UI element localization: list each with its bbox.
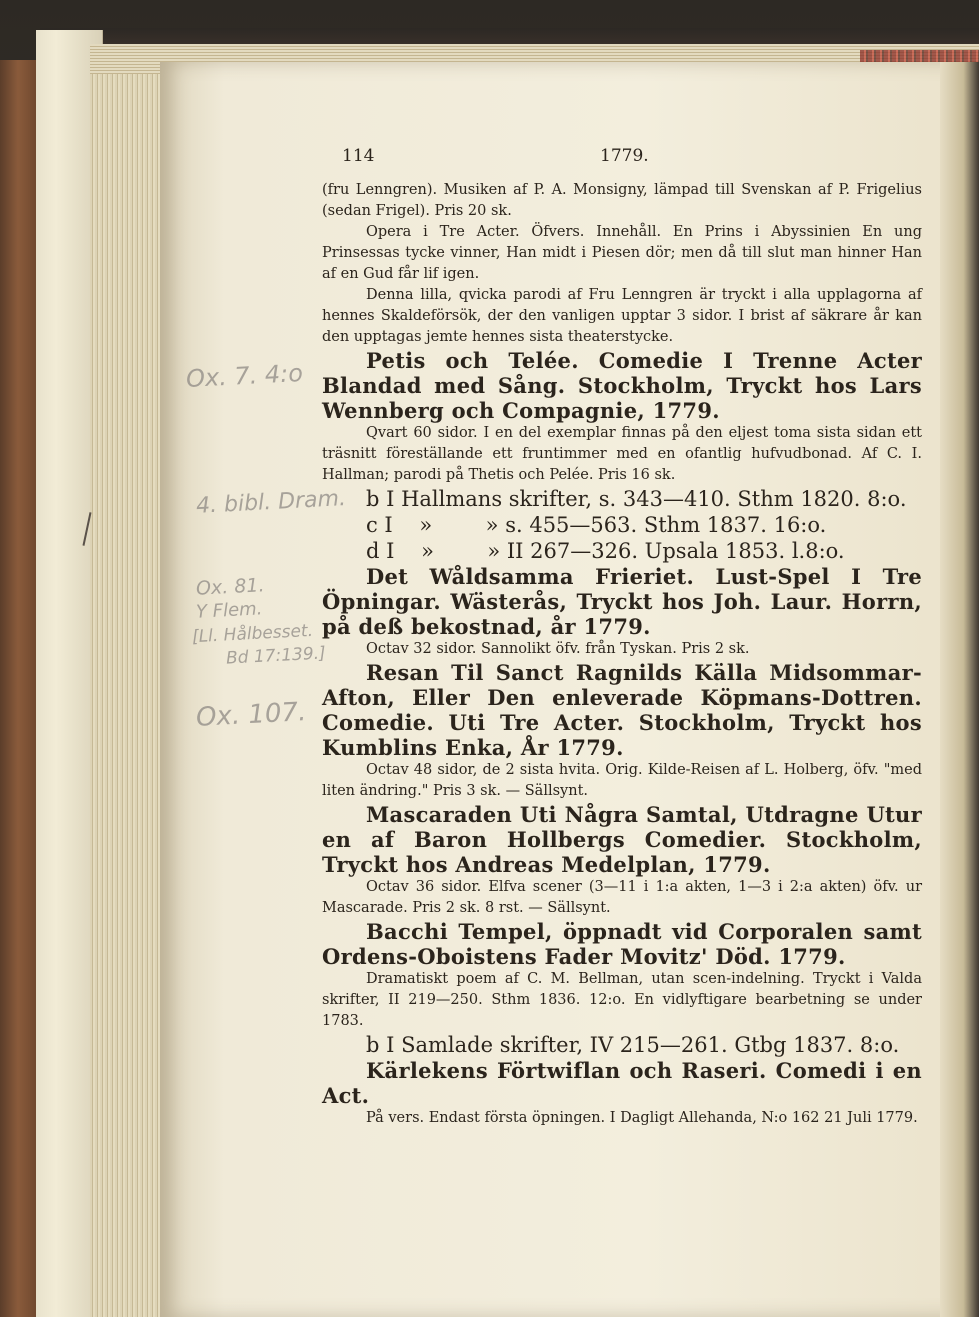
margin-note: Y Flem. xyxy=(195,598,263,623)
title-entry: Det Wåldsamma Frieriet. Lust-Spel I Tre Öpningar. Wästerås, Tryckt hos Joh. Laur. Horrn, på deß bekostnad, år 1779. xyxy=(322,564,922,639)
title-entry: Resan Til Sanct Ragnilds Källa Midsommar-Afton, Eller Den enleverade Köpmans-Dottren. Comedie. Uti Tre Acter. Stockholm, Tryckt hos Kumblins Enka, År 1779. xyxy=(322,660,922,760)
margin-note: Ox. 81. xyxy=(195,574,266,600)
page-number: 114 xyxy=(342,146,375,166)
running-head-year: 1779. xyxy=(600,146,649,166)
edition-line: b I Samlade skrifter, IV 215—261. Gtbg 1837. 8:o. xyxy=(366,1033,900,1057)
title-entry: Kärlekens Förtwiflan och Raseri. Comedi i en Act. xyxy=(322,1058,922,1108)
margin-note: 4. bibl. Dram. xyxy=(195,486,347,519)
page-text xyxy=(322,140,922,1129)
running-head xyxy=(322,140,922,180)
title-entry: Bacchi Tempel, öppnadt vid Corporalen samt Ordens-Oboistens Fader Movitz' Död. 1779. xyxy=(322,919,922,969)
title-entry: Petis och Telée. Comedie I Trenne Acter Blandad med Sång. Stockholm, Tryckt hos Lars Wennberg och Compagnie, 1779. xyxy=(322,348,922,423)
note-paragraph: Opera i Tre Acter. Öfvers. Innehåll. En Prins i Abyssinien En ung Prinsessas tycke vinner, Han midt i Piesen dör; men då till slut man hinner Han af en Gud får lif igen. xyxy=(322,224,922,282)
margin-note: [Ll. Hålbesset. xyxy=(191,620,314,648)
cover-edge-leather xyxy=(0,60,40,1317)
entry-list xyxy=(322,180,922,1129)
edition-line: c I » » s. 455—563. Sthm 1837. 16:o. xyxy=(366,513,827,537)
note-paragraph: Denna lilla, qvicka parodi af Fru Lenngren är tryckt i alla upplagorna af hennes Skaldeförsök, der den vanligen upptar 3 sidor. I brist af säkrare år kan den upptagas jemte hennes sista theaterstycke. xyxy=(322,287,922,345)
edition-line: d I » » II 267—326. Upsala 1853. l.8:o. xyxy=(366,539,845,563)
note-paragraph: Octav 32 sidor. Sannolikt öfv. från Tyskan. Pris 2 sk. xyxy=(366,641,750,657)
gutter-shadow xyxy=(940,62,979,1317)
note-paragraph: På vers. Endast första öpningen. I Dagligt Allehanda, N:o 162 21 Juli 1779. xyxy=(366,1110,918,1126)
note-paragraph: (fru Lenngren). Musiken af P. A. Monsigny, lämpad till Svenskan af P. Frigelius (sedan Frigel). Pris 20 sk. xyxy=(322,182,922,219)
page-edges xyxy=(90,44,170,1317)
note-paragraph: Dramatiskt poem af C. M. Bellman, utan scen-indelning. Tryckt i Valda skrifter, II 219—250. Sthm 1836. 12:o. En vidlyftigare bearbetning se under 1783. xyxy=(322,971,922,1029)
note-paragraph: Octav 48 sidor, de 2 sista hvita. Orig. Kilde-Reisen af L. Holberg, öfv. "med liten ändring." Pris 3 sk. — Sällsynt. xyxy=(322,762,922,799)
note-paragraph: Qvart 60 sidor. I en del exemplar finnas på den eljest toma sista sidan ett träsnitt föreställande ett fruntimmer med en ofantlig hufvudbonad. Af C. I. Hallman; parodi på Thetis och Pelée. Pris 16 sk. xyxy=(322,425,922,483)
note-paragraph: Octav 36 sidor. Elfva scener (3—11 i 1:a akten, 1—3 i 2:a akten) öfv. ur Mascarade. Pris 2 sk. 8 rst. — Sällsynt. xyxy=(322,879,922,916)
margin-note: Ox. 7. 4:o xyxy=(185,358,304,394)
title-entry: Mascaraden Uti Några Samtal, Utdragne Utur en af Baron Hollbergs Comedier. Stockholm, Tryckt hos Andreas Medelplan, 1779. xyxy=(322,802,922,877)
edition-line: b I Hallmans skrifter, s. 343—410. Sthm 1820. 8:o. xyxy=(366,487,907,511)
margin-note: Bd 17:139.] xyxy=(225,643,327,669)
margin-note: Ox. 107. xyxy=(195,697,307,733)
